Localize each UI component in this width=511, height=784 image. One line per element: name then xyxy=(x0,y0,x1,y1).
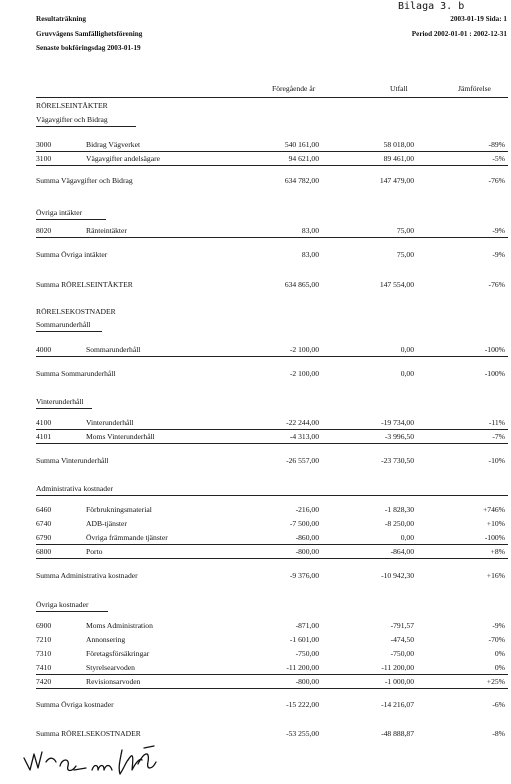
outcome-value: 0,00 xyxy=(400,533,414,542)
outcome-value: -750,00 xyxy=(390,649,414,658)
prev-year-value: -4 313,00 xyxy=(289,432,319,441)
account-number: 6740 xyxy=(36,519,52,528)
comparison-value: -100% xyxy=(484,533,505,542)
account-name: Styrelsearvoden xyxy=(86,663,135,672)
attachment-stamp: Bilaga 3. b xyxy=(398,1,465,12)
comparison-value: -6% xyxy=(492,700,505,709)
column-header-outcome: Utfall xyxy=(390,84,408,93)
prev-year-value: 83,00 xyxy=(301,226,319,235)
account-number: 7310 xyxy=(36,649,52,658)
period-range: Period 2002-01-01 : 2002-12-31 xyxy=(411,30,507,38)
row-rule xyxy=(36,237,508,238)
comparison-value: -70% xyxy=(488,635,505,644)
account-name: Sommarunderhåll xyxy=(86,345,141,354)
header-rule xyxy=(36,97,508,98)
comparison-value: 0% xyxy=(494,663,505,672)
subtotal-label: Summa Vägavgifter och Bidrag xyxy=(36,176,133,185)
account-name: Annonsering xyxy=(86,635,126,644)
outcome-value: -8 250,00 xyxy=(384,519,414,528)
prev-year-value: -871,00 xyxy=(295,621,319,630)
outcome-value: -3 996,50 xyxy=(384,432,414,441)
report-title: Resultaträkning xyxy=(36,15,86,23)
account-name: Moms Administration xyxy=(86,621,153,630)
handwritten-signatures xyxy=(20,740,180,780)
account-name: Företagsförsäkringar xyxy=(86,649,150,658)
outcome-value: -864,00 xyxy=(390,547,414,556)
outcome-value: 147 554,00 xyxy=(379,280,414,289)
outcome-value: -1 000,00 xyxy=(384,677,414,686)
group-rule xyxy=(36,219,106,220)
outcome-value: 75,00 xyxy=(396,226,414,235)
comparison-value: -76% xyxy=(488,176,505,185)
comparison-value: -9% xyxy=(492,226,505,235)
account-number: 6460 xyxy=(36,505,52,514)
group-title-summer-maintenance: Sommarunderhåll xyxy=(36,320,91,329)
outcome-value: 0,00 xyxy=(400,345,414,354)
prev-year-value: 94 621,00 xyxy=(288,154,319,163)
prev-year-value: -7 500,00 xyxy=(289,519,319,528)
prev-year-value: -2 100,00 xyxy=(289,345,319,354)
column-header-compare: Jämförelse xyxy=(458,84,491,93)
outcome-value: 0,00 xyxy=(400,369,414,378)
outcome-value: 89 461,00 xyxy=(383,154,414,163)
subtotal-label: Summa Administrativa kostnader xyxy=(36,571,138,580)
account-number: 7420 xyxy=(36,677,52,686)
account-name: Vägavgifter andelsägare xyxy=(86,154,160,163)
group-rule xyxy=(36,495,508,496)
prev-year-value: -800,00 xyxy=(295,547,319,556)
outcome-value: -23 730,50 xyxy=(381,456,414,465)
subtotal-label: Summa Vinterunderhåll xyxy=(36,456,109,465)
account-name: Ränteintäkter xyxy=(86,226,127,235)
comparison-value: +10% xyxy=(486,519,505,528)
prev-year-value: 634 782,00 xyxy=(284,176,319,185)
account-number: 8020 xyxy=(36,226,52,235)
comparison-value: -7% xyxy=(492,432,505,441)
print-date-page: 2003-01-19 Sida: 1 xyxy=(450,15,507,23)
prev-year-value: -216,00 xyxy=(295,505,319,514)
account-name: Övriga främmande tjänster xyxy=(86,533,168,542)
account-number: 6800 xyxy=(36,547,52,556)
account-number: 7410 xyxy=(36,663,52,672)
account-number: 6790 xyxy=(36,533,52,542)
group-title-admin-costs: Administrativa kostnader xyxy=(36,484,113,493)
outcome-value: -474,50 xyxy=(390,635,414,644)
row-rule xyxy=(36,558,508,559)
row-rule xyxy=(36,165,508,166)
outcome-value: -19 734,00 xyxy=(381,418,414,427)
outcome-value: -1 828,30 xyxy=(384,505,414,514)
comparison-value: -76% xyxy=(488,280,505,289)
comparison-value: -11% xyxy=(488,418,505,427)
account-number: 3000 xyxy=(36,140,52,149)
account-name: Porto xyxy=(86,547,103,556)
comparison-value: -9% xyxy=(492,250,505,259)
outcome-value: -11 200,00 xyxy=(381,663,414,672)
prev-year-value: -1 601,00 xyxy=(289,635,319,644)
row-rule xyxy=(36,151,508,152)
account-name: Moms Vinterunderhåll xyxy=(86,432,155,441)
comparison-value: -9% xyxy=(492,621,505,630)
outcome-value: -14 216,07 xyxy=(381,700,414,709)
comparison-value: -5% xyxy=(492,154,505,163)
comparison-value: 0% xyxy=(494,649,505,658)
prev-year-value: -15 222,00 xyxy=(286,700,319,709)
prev-year-value: -800,00 xyxy=(295,677,319,686)
outcome-value: -791,57 xyxy=(390,621,414,630)
prev-year-value: -860,00 xyxy=(295,533,319,542)
prev-year-value: -53 255,00 xyxy=(286,729,319,738)
account-name: ADB-tjänster xyxy=(86,519,127,528)
group-title-fees-grants: Vägavgifter och Bidrag xyxy=(36,115,108,124)
group-title-winter-maintenance: Vinterunderhåll xyxy=(36,397,84,406)
prev-year-value: -22 244,00 xyxy=(286,418,319,427)
last-booking-date: Senaste bokföringsdag 2003-01-19 xyxy=(36,44,141,52)
comparison-value: +746% xyxy=(483,505,505,514)
prev-year-value: -26 557,00 xyxy=(286,456,319,465)
account-name: Revisionsarvoden xyxy=(86,677,141,686)
row-rule xyxy=(36,356,508,357)
prev-year-value: -11 200,00 xyxy=(286,663,319,672)
account-name: Bidrag Vägverket xyxy=(86,140,141,149)
outcome-value: -48 888,87 xyxy=(381,729,414,738)
outcome-value: -10 942,30 xyxy=(381,571,414,580)
prev-year-value: 540 161,00 xyxy=(284,140,319,149)
account-number: 3100 xyxy=(36,154,52,163)
account-name: Förbrukningsmaterial xyxy=(86,505,152,514)
group-rule xyxy=(36,408,92,409)
comparison-value: +25% xyxy=(486,677,505,686)
section-title-expenses: RÖRELSEKOSTNADER xyxy=(36,307,116,316)
total-label: Summa RÖRELSEINTÄKTER xyxy=(36,280,133,289)
comparison-value: -100% xyxy=(484,345,505,354)
column-header-prev: Föregående år xyxy=(272,84,316,93)
prev-year-value: -2 100,00 xyxy=(289,369,319,378)
comparison-value: -100% xyxy=(484,369,505,378)
account-number: 4000 xyxy=(36,345,52,354)
account-number: 7210 xyxy=(36,635,52,644)
group-title-other-costs: Övriga kostnader xyxy=(36,600,89,609)
group-rule xyxy=(36,611,108,612)
row-rule xyxy=(36,674,508,675)
comparison-value: +8% xyxy=(490,547,505,556)
prev-year-value: 83,00 xyxy=(301,250,319,259)
prev-year-value: -750,00 xyxy=(295,649,319,658)
section-title-income: RÖRELSEINTÄKTER xyxy=(36,101,108,110)
account-number: 4101 xyxy=(36,432,52,441)
prev-year-value: -9 376,00 xyxy=(289,571,319,580)
account-number: 6900 xyxy=(36,621,52,630)
subtotal-label: Summa Övriga intäkter xyxy=(36,250,108,259)
outcome-value: 147 479,00 xyxy=(379,176,414,185)
group-title-other-income: Övriga intäkter xyxy=(36,208,83,217)
account-number: 4100 xyxy=(36,418,52,427)
prev-year-value: 634 865,00 xyxy=(284,280,319,289)
comparison-value: -8% xyxy=(492,729,505,738)
comparison-value: +16% xyxy=(486,571,505,580)
group-rule xyxy=(36,126,136,127)
row-rule xyxy=(36,544,508,545)
comparison-value: -89% xyxy=(488,140,505,149)
row-rule xyxy=(36,688,508,689)
subtotal-label: Summa Övriga kostnader xyxy=(36,700,114,709)
group-rule xyxy=(36,331,102,332)
outcome-value: 58 018,00 xyxy=(383,140,414,149)
subtotal-label: Summa Sommarunderhåll xyxy=(36,369,116,378)
row-rule xyxy=(36,429,508,430)
row-rule xyxy=(36,443,508,444)
outcome-value: 75,00 xyxy=(396,250,414,259)
account-name: Vinterunderhåll xyxy=(86,418,134,427)
comparison-value: -10% xyxy=(488,456,505,465)
total-label: Summa RÖRELSEKOSTNADER xyxy=(36,729,141,738)
association-name: Gruvvägens Samfällighetsförening xyxy=(36,30,143,38)
